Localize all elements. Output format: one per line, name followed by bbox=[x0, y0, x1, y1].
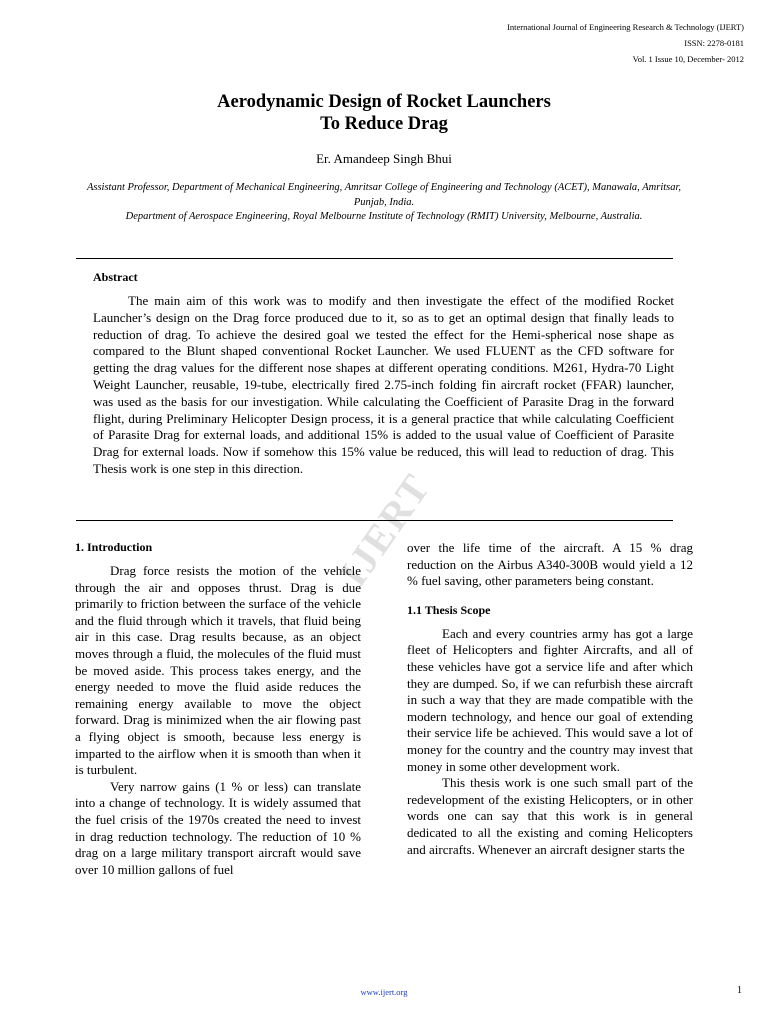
thesis-scope-heading: 1.1 Thesis Scope bbox=[407, 602, 491, 617]
volume-header: Vol. 1 Issue 10, December- 2012 bbox=[632, 54, 744, 64]
journal-header: International Journal of Engineering Research & Technology (IJERT) bbox=[507, 22, 744, 32]
issn-header: ISSN: 2278-0181 bbox=[684, 38, 744, 48]
right-column bbox=[407, 540, 693, 858]
page-number: 1 bbox=[737, 985, 742, 996]
left-column bbox=[75, 540, 361, 878]
scope-paragraph-2: This thesis work is one such small part of the redevelopment of the existing Helicopters, or in other words one can say that this work is in general dedicated to all the existing and coming Helicopters and aircrafts. Whenever an aircraft designer starts the bbox=[407, 775, 693, 857]
affiliation-2: Department of Aerospace Engineering, Royal Melbourne Institute of Technology (RMIT) University, Melbourne, Australia. bbox=[125, 211, 643, 222]
paper-title-line1: Aerodynamic Design of Rocket Launchers bbox=[217, 92, 551, 112]
author-name: Er. Amandeep Singh Bhui bbox=[316, 151, 452, 166]
scope-paragraph-1: Each and every countries army has got a large fleet of Helicopters and fighter Aircrafts, and all of these vehicles have got a service life and after which they are dumped. So, if we can refurbish these aircraft in such a way that they are made compatible with the modern technology, and hence our goal of extending their service life be achieved. This would save a lot of money for the country and the country may invest that money in some other development work. bbox=[407, 625, 693, 774]
affiliation-1: Assistant Professor, Department of Mechanical Engineering, Amritsar College of Engineering and Technology (ACET), Manawala, Amritsar, Punjab, India. bbox=[86, 182, 682, 208]
intro-paragraph-1: Drag force resists the motion of the vehicle through the air and opposes thrust. Drag is due primarily to friction between the surface of the vehicle and the fluid through which it travels, that fluid being air in this case. Drag results because, as an object moves through a fluid, the molecules of the fluid must be moved aside. This process takes energy, and the energy needed to move the fluid aside reduces the remaining energy available to move the object forward. Drag is minimized when the air flowing past a flying object is smooth, because less energy is imparted to the airflow when it is smooth than when it is turbulent. bbox=[75, 563, 361, 778]
top-rule bbox=[76, 258, 673, 259]
introduction-heading: 1. Introduction bbox=[75, 540, 153, 554]
watermark: IJERT bbox=[329, 465, 440, 595]
intro-paragraph-2: Very narrow gains (1 % or less) can translate into a change of technology. It is widely assumed that the fuel crisis of the 1970s created the need to invest in drag reduction technology. The reduction of 10 % drag on a large military transport aircraft would save over 10 million gallons of fuel bbox=[75, 778, 361, 877]
abstract-heading: Abstract bbox=[93, 270, 138, 284]
affiliations bbox=[70, 181, 698, 225]
continuation-paragraph: over the life time of the aircraft. A 15 % drag reduction on the Airbus A340-300B would yield a 12 % fuel saving, other parameters being constant. bbox=[407, 540, 693, 589]
paper-title-line2: To Reduce Drag bbox=[320, 114, 448, 134]
abstract-text: The main aim of this work was to modify and then investigate the effect of the modified Rocket Launcher’s design on the Drag force produced due to it, so as to get an optimal design that finally leads to reduction of drag. To achieve the desired goal we tested the effect for the Hemi-spherical nose shape as compared to the Blunt shaped conventional Rocket Launcher. We used FLUENT as the CFD software for getting the drag values for the different nose shapes at different operating conditions. M261, Hydra-70 Light Weight Launcher, reusable, 19-tube, electrically fired 2.75-inch folding fin aircraft rocket (FFAR) launcher, was used as the basis for our investigation. While calculating the Coefficient of Parasite Drag in the forward flight, during Preliminary Helicopter Design process, it is a general practice that while calculating Coefficient of Parasite Drag for external loads, and additional 15% is added to the usual value of Coefficient of Parasite Drag for external loads. Now if somehow this 15% value be reduced, this will lead to reduction of drag. This Thesis work is one step in this direction. bbox=[93, 293, 674, 476]
footer-url-link[interactable]: www.ijert.org bbox=[360, 987, 408, 997]
